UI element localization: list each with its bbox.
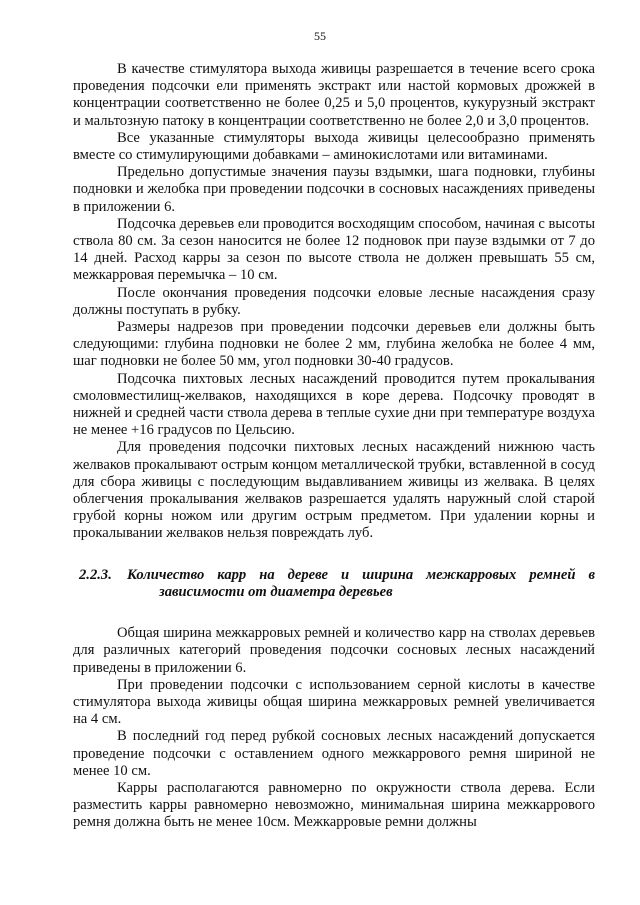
section-title: Количество карр на дереве и ширина межкарровых ремней в зависимости от диаметра деревьев bbox=[127, 566, 595, 600]
paragraph-stimulators-spruce: В качестве стимулятора выхода живицы разрешается в течение всего срока проведения подсочки ели применять экстракт или настой кормовых дрожжей в концентрации соответственно не более 0,25 и 5,0 процентов, кукурузный экстракт и мальтозную патоку в концентрации соответственно не более 2,0 и 3,0 процентов. bbox=[73, 61, 595, 129]
page-content bbox=[73, 61, 595, 832]
paragraph-cut-dimensions: Размеры надрезов при проведении подсочки деревьев ели должны быть следующими: глубина подновки не более 2 мм, глубина желобка не более 4 мм, шаг подновки не более 50 мм, угол подновки 30-40 градусов. bbox=[73, 319, 595, 370]
paragraph-sulfuric-acid: При проведении подсочки с использованием серной кислоты в качестве стимулятора выхода живицы общая ширина межкарровых ремней увеличивается на 4 см. bbox=[73, 676, 595, 728]
page-number: 55 bbox=[314, 29, 326, 43]
paragraph-total-width: Общая ширина межкарровых ремней и количество карр на стволах деревьев для различных категорий проведения подсочки сосновых лесных насаждений приведены в приложении 6. bbox=[73, 625, 595, 676]
paragraph-fir-procedure: Для проведения подсочки пихтовых лесных насаждений нижнюю часть желваков прокалывают острым концом металлической трубки, вставленной в сосуд для сбора живицы с последующим выдавливанием живицы из желвака. В целях облегчения прокалывания желваков разрешается удалять наружный слой старой грубой корны ножом или другим острым предметом. При удалении корны и прокалывании желваков нельзя повреждать луб. bbox=[73, 439, 595, 542]
section-heading: 2.2.3. Количество карр на дереве и ширина межкарровых ремней в зависимости от диаметра деревьев bbox=[79, 566, 595, 600]
paragraph-spruce-method: Подсочка деревьев ели проводится восходящим способом, начиная с высоты ствола 80 см. За сезон наносится не более 12 подновок при паузе вздымки от 7 до 14 дней. Расход карры за сезон по высоте ствола не должен превышать 55 см, межкарровая перемычка – 10 см. bbox=[73, 215, 595, 284]
paragraph-pause-limits: Предельно допустимые значения паузы вздымки, шага подновки, глубины подновки и желобка при проведении подсочки в сосновых насаждениях приведены в приложении 6. bbox=[73, 164, 595, 215]
paragraph-after-tapping: После окончания проведения подсочки еловые лесные насаждения сразу должны поступать в рубку. bbox=[73, 284, 595, 318]
paragraph-carre-placement: Карры располагаются равномерно по окружности ствола дерева. Если разместить карры равномерно невозможно, минимальная ширина межкаррового ремня должна быть не менее 10см. Межкарровые ремни должны bbox=[73, 779, 595, 831]
paragraph-fir-tapping: Подсочка пихтовых лесных насаждений проводится путем прокалывания смоловместилищ-желваков, находящихся в коре дерева. Подсочку проводят в нижней и средней части ствола дерева в теплые сухие дни при температуре воздуха не менее +16 градусов по Цельсию. bbox=[73, 370, 595, 439]
paragraph-stimulator-additives: Все указанные стимуляторы выхода живицы целесообразно применять вместе со стимулирующими добавками – аминокислотами или витаминами. bbox=[73, 129, 595, 164]
paragraph-final-year: В последний год перед рубкой сосновых лесных насаждений допускается проведение подсочки с оставлением одного межкаррового ремня шириной не менее 10 см. bbox=[73, 728, 595, 779]
